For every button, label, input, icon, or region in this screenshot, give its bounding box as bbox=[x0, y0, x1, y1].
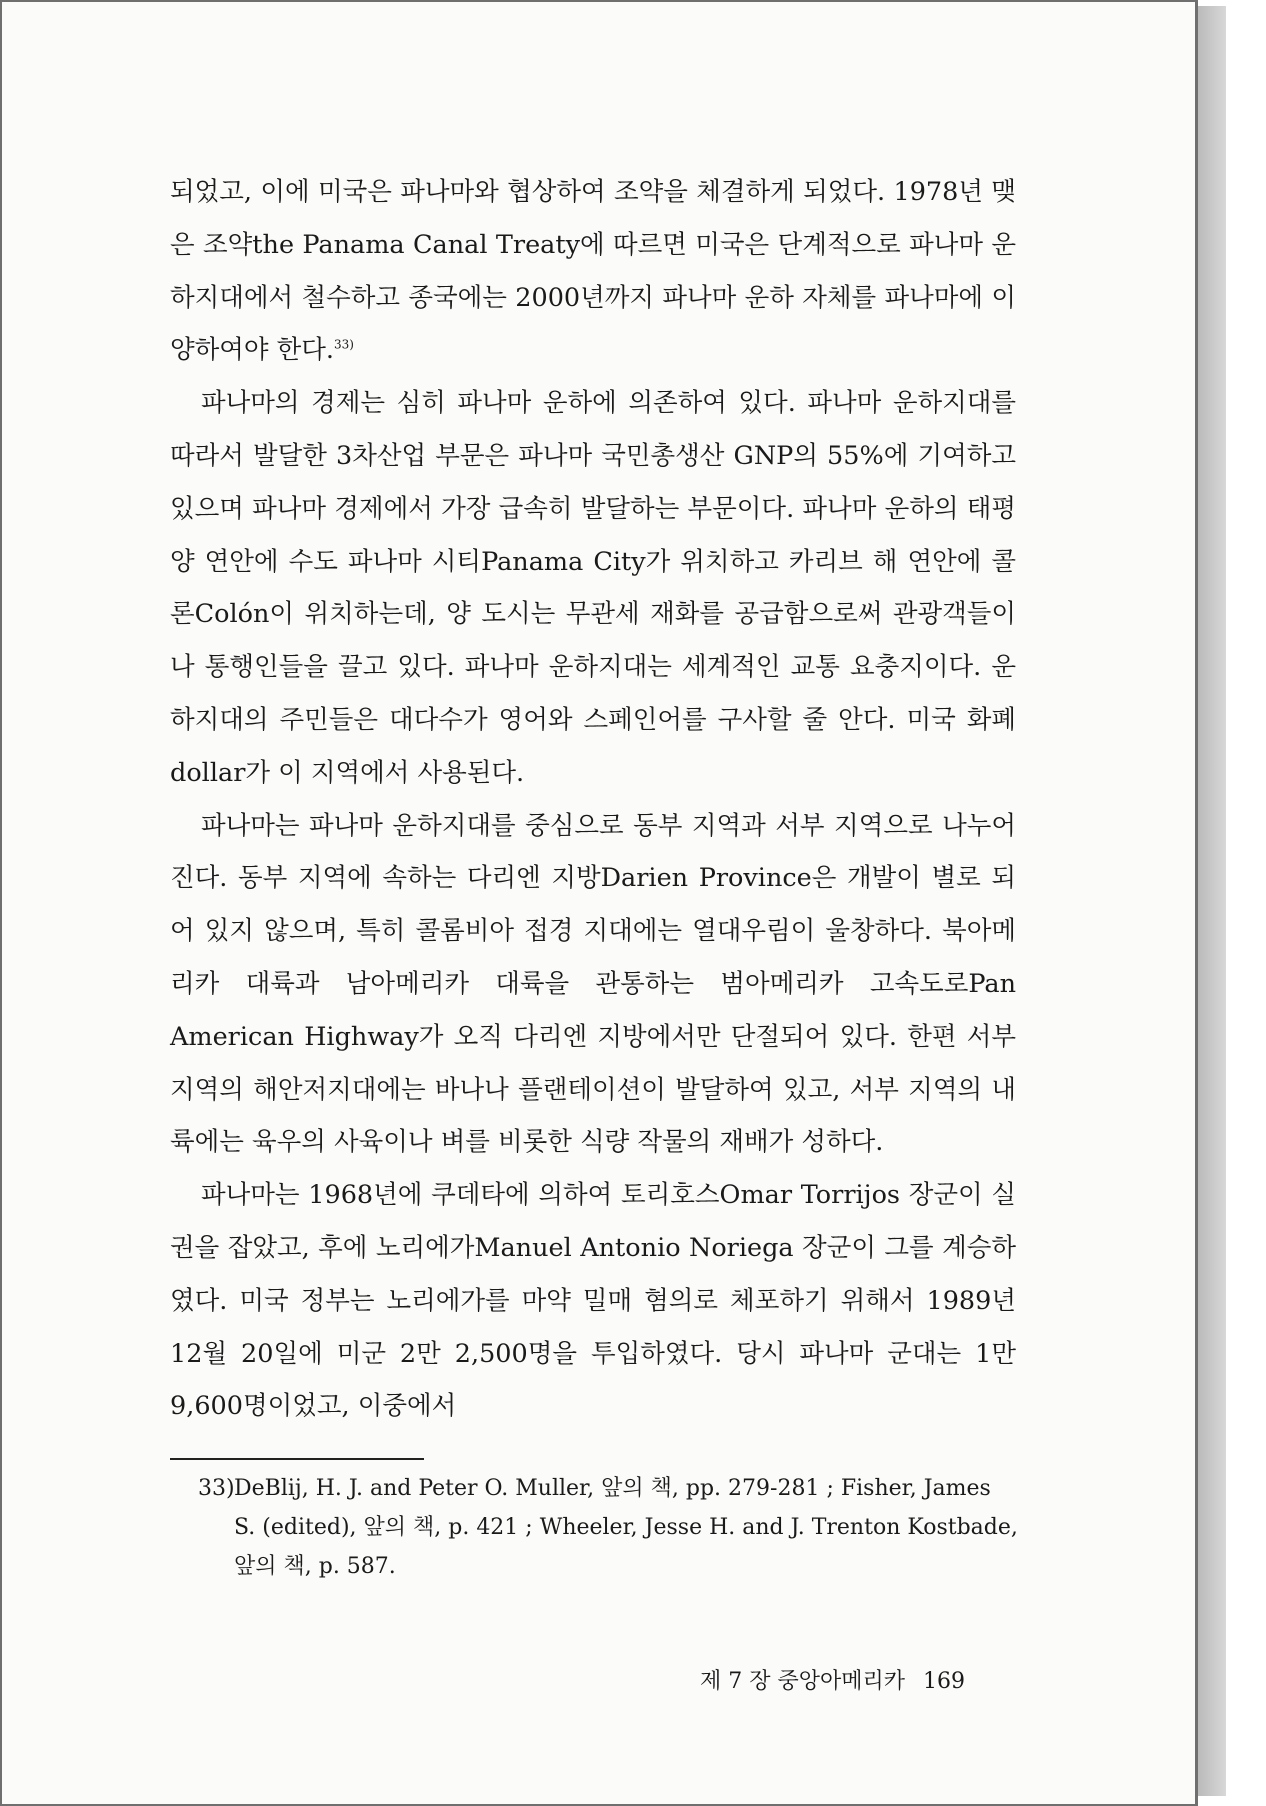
footnote-number: 33) bbox=[198, 1476, 235, 1501]
footnote-33 bbox=[198, 1469, 1018, 1586]
footnote-text: DeBlij, H. J. and Peter O. Muller, 앞의 책, pp. 279-281 ; Fisher, James S. (edited), 앞의 책, p. 421 ; Wheeler, Jesse H. and J. Trenton Kostbade, 앞의 책, p. 587. bbox=[234, 1476, 1018, 1579]
running-footer bbox=[700, 1664, 965, 1695]
paragraph-3: 파나마는 파나마 운하지대를 중심으로 동부 지역과 서부 지역으로 나누어진다. 동부 지역에 속하는 다리엔 지방Darien Province은 개발이 별로 되어 있지 않으며, 특히 콜롬비아 접경 지대에는 열대우림이 울창하다. 북아메리카 대륙과 남아메리카 대륙을 관통하는 범아메리카 고속도로Pan American Highway가 오직 다리엔 지방에서만 단절되어 있다. 한편 서부 지역의 해안저지대에는 바나나 플랜테이션이 발달하여 있고, 서부 지역의 내륙에는 육우의 사육이나 벼를 비롯한 식량 작물의 재배가 성하다. bbox=[170, 810, 1016, 1158]
paragraph-4: 파나마는 1968년에 쿠데타에 의하여 토리호스Omar Torrijos 장군이 실권을 잡았고, 후에 노리에가Manuel Antonio Noriega 장군이 그를 계승하였다. 미국 정부는 노리에가를 마약 밀매 혐의로 체포하기 위해서 1989년 12월 20일에 미군 2만 2,500명을 투입하였다. 당시 파나마 군대는 1만 9,600명이었고, 이중에서 bbox=[170, 1180, 1016, 1422]
footnote-reference-33[interactable]: 33) bbox=[334, 337, 354, 352]
page-number: 169 bbox=[923, 1669, 965, 1694]
footnotes-section bbox=[198, 1469, 1018, 1586]
body-text bbox=[170, 166, 1016, 1433]
page-edge-shadow bbox=[1196, 6, 1226, 1796]
paragraph-1 bbox=[170, 166, 1016, 377]
chapter-title: 제 7 장 중앙아메리카 bbox=[700, 1669, 905, 1694]
paragraph-1-text: 되었고, 이에 미국은 파나마와 협상하여 조약을 체결하게 되었다. 1978년 맺은 조약the Panama Canal Treaty에 따르면 미국은 단계적으로 파나마 운하지대에서 철수하고 종국에는 2000년까지 파나마 운하 자체를 파나마에 이양하여야 한다. bbox=[170, 177, 1016, 366]
paragraph-2: 파나마의 경제는 심히 파나마 운하에 의존하여 있다. 파나마 운하지대를 따라서 발달한 3차산업 부문은 파나마 국민총생산 GNP의 55%에 기여하고 있으며 파나마 경제에서 가장 급속히 발달하는 부문이다. 파나마 운하의 태평양 연안에 수도 파나마 시티Panama City가 위치하고 카리브 해 연안에 콜론Colón이 위치하는데, 양 도시는 무관세 재화를 공급함으로써 관광객들이나 통행인들을 끌고 있다. 파나마 운하지대는 세계적인 교통 요충지이다. 운하지대의 주민들은 대다수가 영어와 스페인어를 구사할 줄 안다. 미국 화폐dollar가 이 지역에서 사용된다. bbox=[170, 388, 1016, 788]
footnote-divider bbox=[170, 1458, 424, 1460]
